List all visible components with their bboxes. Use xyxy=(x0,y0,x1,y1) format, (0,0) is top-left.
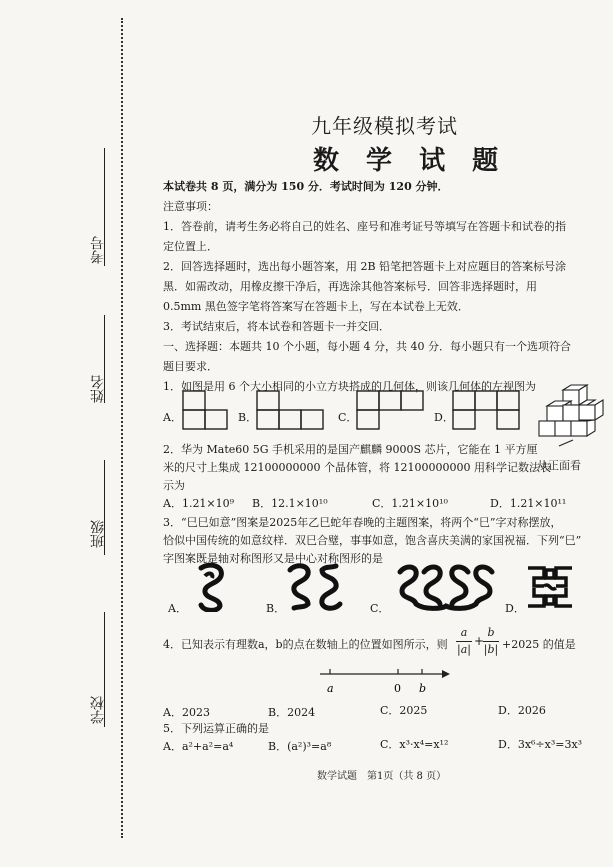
section-1-heading-cont: 题目要求． xyxy=(163,360,218,373)
q4-plus-sign: + xyxy=(474,634,485,648)
q1-option-c-label: C． xyxy=(338,411,358,424)
class-field[interactable] xyxy=(104,460,105,555)
q2-stem-b: 米的尺寸上集成 12100000000 个晶体管，将 12100000000 用科学记数法表 xyxy=(163,461,551,474)
q4-stem: 4．已知表示有理数a，b的点在数轴上的位置如图所示，则 xyxy=(163,638,448,651)
q3-option-b-figure[interactable] xyxy=(286,562,344,612)
q4-option-a[interactable]: A．2023 xyxy=(163,706,210,719)
name-label: 姓名 xyxy=(90,375,106,403)
q1-option-d-label: D． xyxy=(434,411,454,424)
note-2a: 2．回答选择题时，选出每小题答案，用 2B 铅笔把答题卡上对应题目的答案标号涂 xyxy=(163,260,567,273)
q1-option-b-label: B． xyxy=(238,411,258,424)
q3-stem-b: 恰似中国传统的如意纹样．双巳合璧，事事如意，饱含喜庆美满的家国祝福．下列“巳” xyxy=(163,534,582,547)
q3-option-a-label: A． xyxy=(168,602,187,615)
q4-fraction1-numerator: a xyxy=(460,626,468,639)
note-1a: 1．答卷前，请考生务必将自己的姓名、座号和准考证号等填写在答题卡和试卷的指 xyxy=(163,220,566,233)
q4-axis-label-zero: 0 xyxy=(394,682,401,695)
page-footer: 数学试题 第1页（共 8 页） xyxy=(317,771,447,782)
q3-option-d-label: D． xyxy=(505,602,525,615)
q2-option-c[interactable]: C．1.21×10¹⁰ xyxy=(372,497,448,510)
q1-stem: 1．如图是用 6 个大小相同的小立方块搭成的几何体，则该几何体的左视图为 xyxy=(163,380,536,393)
exam-number-field[interactable] xyxy=(104,148,105,266)
q5-option-d[interactable]: D．3x⁶÷x³=3x³ xyxy=(498,738,583,751)
q4-stem-tail: +2025 的值是 xyxy=(502,638,576,651)
note-2c: 0.5mm 黑色签字笔将答案写在答题卡上，写在本试卷上无效． xyxy=(163,300,469,313)
binding-dotted-line xyxy=(121,18,123,838)
q5-option-a[interactable]: A．a²+a²=a⁴ xyxy=(163,740,234,753)
q4-option-c[interactable]: C．2025 xyxy=(380,704,428,717)
q3-stem-a: 3．“巳巳如意”图案是2025年乙巳蛇年春晚的主题图案，将两个“巳”字对称摆放， xyxy=(163,516,562,529)
q5-stem: 5．下列运算正确的是 xyxy=(163,722,269,735)
note-3: 3．考试结束后，将本试卷和答题卡一并交回． xyxy=(163,320,390,333)
q4-option-d[interactable]: D．2026 xyxy=(498,704,546,717)
q2-option-a[interactable]: A．1.21×10⁹ xyxy=(163,497,235,510)
class-label: 班级 xyxy=(90,520,106,548)
q5-option-b[interactable]: B．(a²)³=a⁸ xyxy=(268,740,332,753)
q4-fraction2-bar xyxy=(483,641,499,642)
q1-solid-figure xyxy=(533,384,609,452)
q4-fraction1-bar xyxy=(456,641,472,642)
q1-option-c-figure[interactable] xyxy=(356,390,436,432)
subject-title: 数 学 试 题 xyxy=(313,146,508,176)
q4-number-line xyxy=(318,664,452,698)
note-2b: 黑．如需改动，用橡皮擦干净后，再选涂其他答案标号．回答非选择题时，用 xyxy=(163,280,537,293)
q3-option-d-figure[interactable] xyxy=(524,562,576,612)
notes-title: 注意事项： xyxy=(163,200,218,213)
school-label: 学校 xyxy=(90,696,106,724)
intro-line: 本试卷共 8 页，满分为 150 分．考试时间为 120 分钟． xyxy=(163,180,449,193)
exam-number-label: 考号 xyxy=(90,236,106,264)
q3-option-c-figure[interactable] xyxy=(394,562,498,612)
school-field[interactable] xyxy=(104,612,105,727)
q2-stem-c: 示为 xyxy=(163,479,185,492)
q5-option-c[interactable]: C．x³·x⁴=x¹² xyxy=(380,738,449,751)
q4-fraction2-numerator: b xyxy=(487,626,495,639)
q3-option-c-label: C． xyxy=(370,602,390,615)
q4-axis-label-a: a xyxy=(327,682,334,695)
q1-option-b-figure[interactable] xyxy=(256,390,336,432)
exam-title: 九年级模拟考试 xyxy=(311,114,458,138)
q2-option-d[interactable]: D．1.21×10¹¹ xyxy=(490,497,567,510)
q3-stem-c: 字图案既是轴对称图形又是中心对称图形的是 xyxy=(163,552,383,565)
q2-option-b[interactable]: B．12.1×10¹⁰ xyxy=(252,497,328,510)
q2-stem-a: 2．华为 Mate60 5G 手机采用的是国产麒麟 9000S 芯片，它能在 1 平方厘 xyxy=(163,443,538,456)
q1-option-d-figure[interactable] xyxy=(452,390,524,432)
q4-fraction2-denominator: |b| xyxy=(483,643,499,656)
q3-option-a-figure[interactable] xyxy=(194,562,228,612)
q3-option-b-label: B． xyxy=(266,602,286,615)
name-field[interactable] xyxy=(104,315,105,403)
q1-option-a-figure[interactable] xyxy=(182,390,234,432)
q4-option-b[interactable]: B．2024 xyxy=(268,706,316,719)
q1-option-a-label: A． xyxy=(163,411,182,424)
q4-axis-label-b: b xyxy=(419,682,427,695)
q4-fraction1-denominator: |a| xyxy=(457,643,471,656)
q1-caption: 从正面看 xyxy=(537,459,581,472)
note-1b: 定位置上． xyxy=(163,240,218,253)
section-1-heading: 一、选择题：本题共 10 个小题，每小题 4 分，共 40 分．每小题只有一个选项符合 xyxy=(163,340,571,353)
